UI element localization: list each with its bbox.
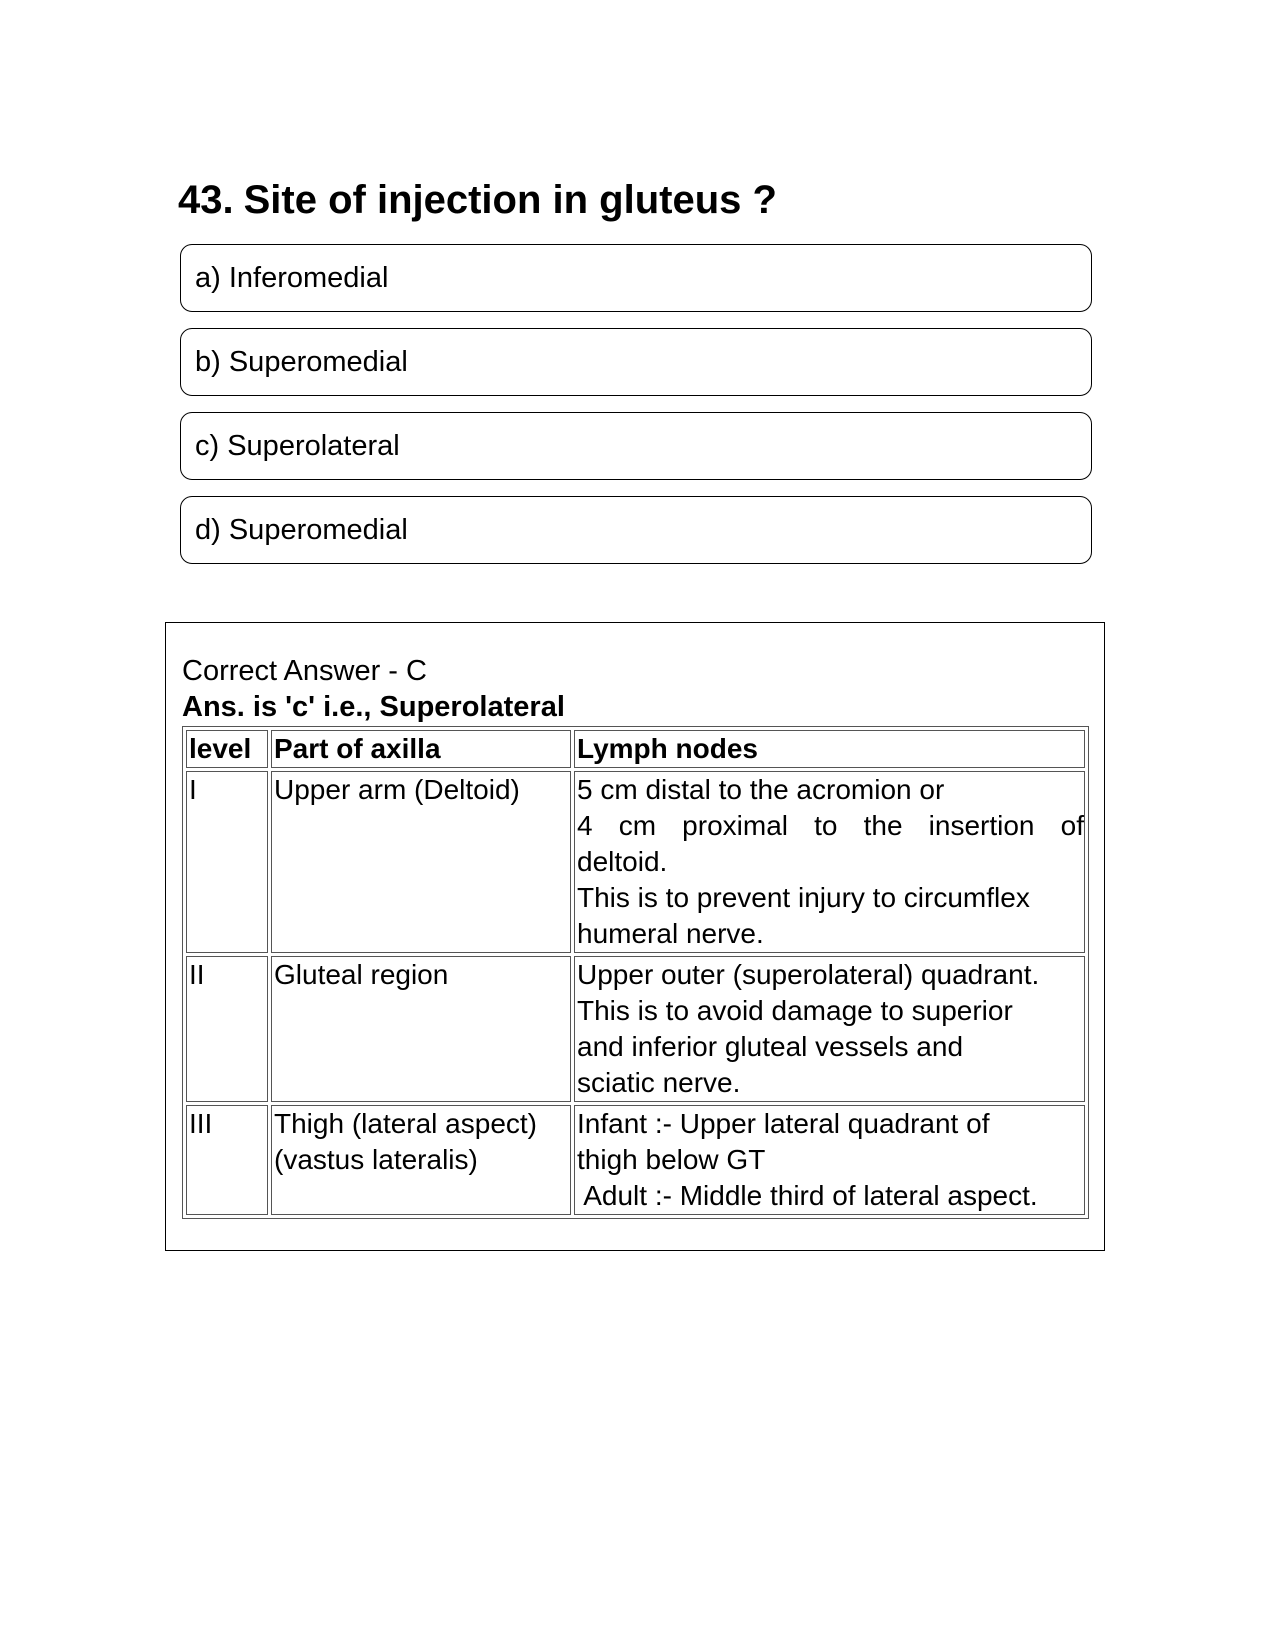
header-level: level [186,730,268,768]
cell-nodes [574,1105,1085,1215]
options-list [180,244,1092,580]
header-part: Part of axilla [271,730,571,768]
cell-level: III [186,1105,268,1215]
cell-line: and inferior gluteal vessels and [577,1031,964,1062]
cell-nodes [574,956,1085,1102]
header-nodes: Lymph nodes [574,730,1085,768]
cell-nodes [574,771,1085,953]
correct-answer: Correct Answer - C [182,655,427,687]
option-b[interactable]: b) Superomedial [180,328,1092,396]
cell-line: Thigh (lateral aspect) [274,1108,538,1139]
answer-explanation: Ans. is 'c' i.e., Superolateral [182,691,565,723]
table-header-row [186,730,1085,768]
answer-box [165,622,1105,1251]
cell-level: II [186,956,268,1102]
injection-site-table [182,726,1089,1219]
option-a[interactable]: a) Inferomedial [180,244,1092,312]
cell-line: 4 cm proximal to the insertion of [577,810,1084,841]
cell-level: I [186,771,268,953]
cell-line: This is to prevent injury to circumflex [577,882,1030,913]
cell-line: sciatic nerve. [577,1067,741,1098]
cell-line: thigh below GT [577,1144,766,1175]
cell-line: deltoid. [577,846,668,877]
cell-line: humeral nerve. [577,918,764,949]
table-row [186,771,1085,953]
question-text: Site of injection in gluteus ? [243,178,777,222]
question-number: 43. [178,178,234,222]
cell-line: 5 cm distal to the acromion or [577,774,945,805]
cell-line: (vastus lateralis) [274,1144,478,1175]
cell-part: Upper arm (Deltoid) [271,771,571,953]
option-c[interactable]: c) Superolateral [180,412,1092,480]
option-d[interactable]: d) Superomedial [180,496,1092,564]
cell-line: This is to avoid damage to superior [577,995,1013,1026]
cell-line: Adult :- Middle third of lateral aspect. [577,1180,1038,1211]
cell-part [271,1105,571,1215]
table-row [186,956,1085,1102]
cell-part: Gluteal region [271,956,571,1102]
cell-line: Infant :- Upper lateral quadrant of [577,1108,990,1139]
question-heading [178,176,777,224]
table-row [186,1105,1085,1215]
cell-line: Upper outer (superolateral) quadrant. [577,959,1040,990]
